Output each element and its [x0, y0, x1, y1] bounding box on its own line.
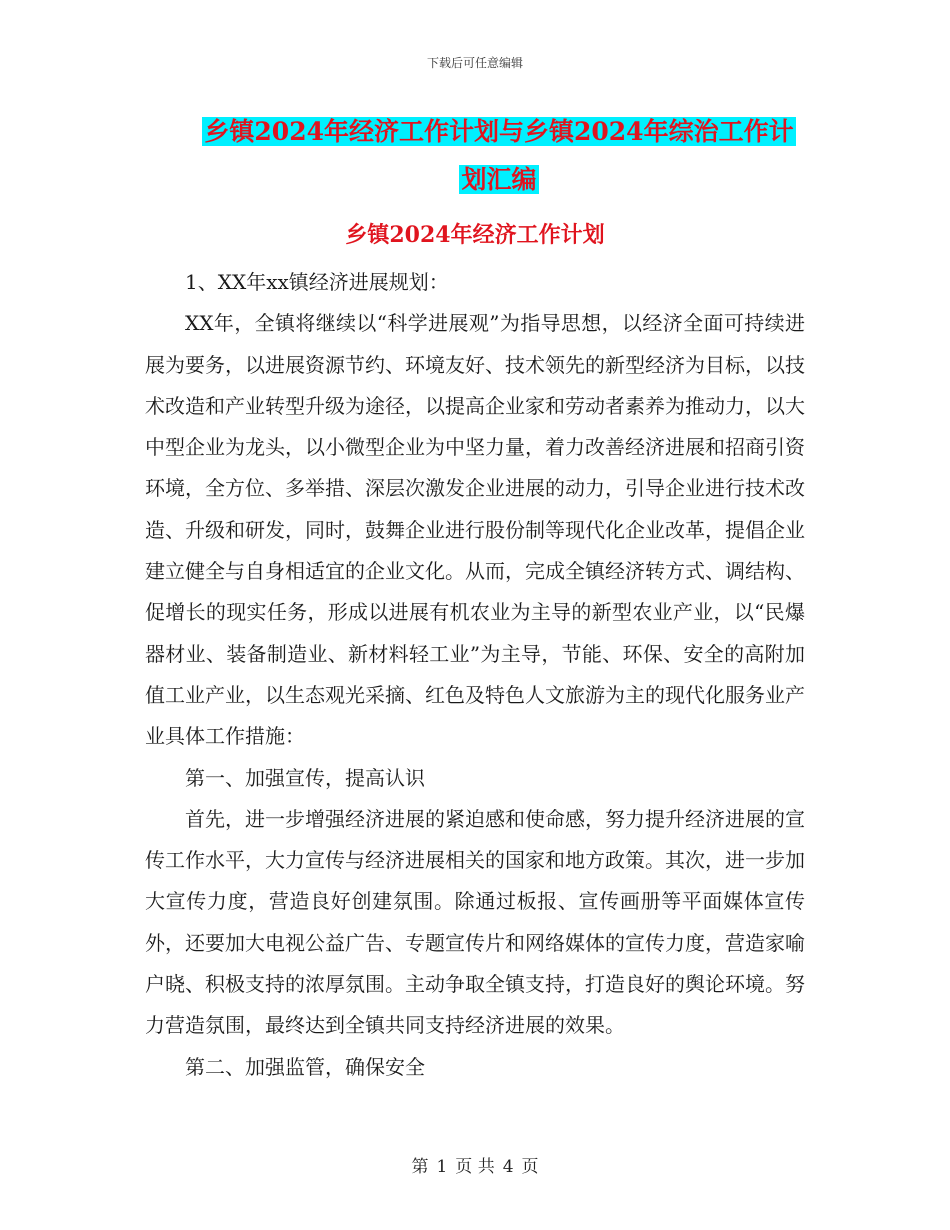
document-title-line-2: 划汇编 [461, 165, 537, 194]
footer-suffix: 页 [521, 1157, 539, 1177]
paragraph: 首先，进一步增强经济进展的紧迫感和使命感，努力提升经济进展的宣传工作水平，大力宣传与经济进展相关的国家和地方政策。其次，进一步加大宣传力度，营造良好创建氛围。除通过板报、宣传画册等平面媒体宣传外，还要加大电视公益广告、专题宣传片和网络媒体的宣传力度，营造家喻户晓、积极支持的浓厚氛围。主动争取全镇支持，打造良好的舆论环境。努力营造氛围，最终达到全镇共同支持经济进展的效果。 [145, 806, 805, 1038]
page-total: 4 [502, 1157, 514, 1177]
page-footer [0, 1152, 950, 1177]
paragraph: 第一、加强宣传，提高认识 [185, 765, 425, 790]
header-note: 下载后可任意编辑 [426, 56, 523, 70]
paragraph: XX年，全镇将继续以“科学进展观”为指导思想，以经济全面可持续进展为要务，以进展资源节约、环境友好、技术领先的新型经济为目标，以技术改造和产业转型升级为途径，以提高企业家和劳动者素养为推动力，以大中型企业为龙头，以小微型企业为中坚力量，着力改善经济进展和招商引资环境，全方位、多举措、深层次激发企业进展的动力，引导企业进行技术改造、升级和研发，同时，鼓舞企业进行股份制等现代化企业改革，提倡企业建立健全与自身相适宜的企业文化。从而，完成全镇经济转方式、调结构、促增长的现实任务，形成以进展有机农业为主导的新型农业产业，以“民爆器材业、装备制造业、新材料轻工业”为主导，节能、环保、安全的高附加值工业产业，以生态观光采摘、红色及特色人文旅游为主的现代化服务业产业具体工作措施： [145, 311, 805, 749]
paragraph: 1、XX年xx镇经济进展规划： [185, 270, 449, 294]
page-number: 1 [436, 1157, 448, 1177]
document-title-line-1: 乡镇2024年经济工作计划与乡镇2024年综治工作计 [204, 117, 794, 146]
footer-mid: 页 共 [455, 1157, 495, 1177]
section-title: 乡镇2024年经济工作计划 [345, 222, 605, 248]
document-title [196, 108, 802, 204]
footer-prefix: 第 [411, 1157, 429, 1177]
paragraph: 第二、加强监管，确保安全 [185, 1054, 425, 1079]
document-body [145, 262, 805, 1088]
